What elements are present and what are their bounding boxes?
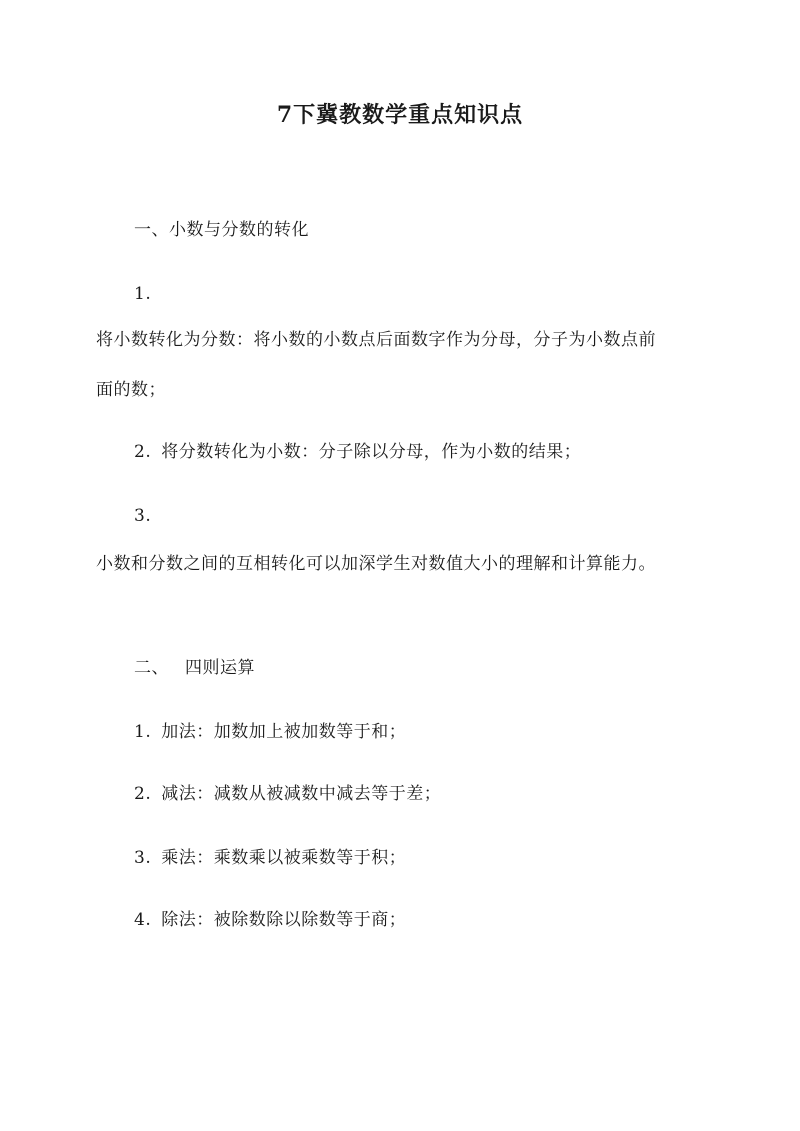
section-1-heading: 一、小数与分数的转化 (134, 220, 309, 240)
section-2-item-number: 3. (134, 848, 152, 868)
section-2-item-number: 1. (134, 722, 152, 742)
document-title: 7下冀教数学重点知识点 (276, 102, 524, 128)
section-2-item (134, 908, 406, 932)
section-2-heading-text: 四则运算 (185, 658, 255, 678)
section-1-item-2 (134, 440, 581, 464)
section-2-item-text: 加法：加数加上被加数等于和； (161, 722, 407, 742)
section-1-item-3-number: 3. (134, 506, 152, 526)
section-2-heading (134, 656, 255, 680)
section-1-item-1-text-line-1: 将小数转化为分数：将小数的小数点后面数字作为分母，分子为小数点前 (96, 330, 656, 350)
section-2-item (134, 782, 441, 806)
section-2-item (134, 720, 406, 744)
section-2-heading-prefix: 二、 (134, 658, 169, 678)
section-2-item-text: 乘法：乘数乘以被乘数等于积； (161, 848, 407, 868)
section-1-item-3-text: 小数和分数之间的互相转化可以加深学生对数值大小的理解和计算能力。 (96, 554, 656, 574)
section-2-item-number: 4. (134, 910, 152, 930)
section-2-item-number: 2. (134, 784, 152, 804)
section-1-item-2-number: 2. (134, 442, 152, 462)
section-2-item-text: 减法：减数从被减数中减去等于差； (161, 784, 442, 804)
section-2-item-text: 除法：被除数除以除数等于商； (161, 910, 407, 930)
section-2-item (134, 846, 406, 870)
section-1-item-1-number: 1. (134, 284, 152, 304)
section-1-item-1-text-line-2: 面的数； (96, 380, 166, 400)
section-1-item-2-text: 将分数转化为小数：分子除以分母，作为小数的结果； (161, 442, 582, 462)
